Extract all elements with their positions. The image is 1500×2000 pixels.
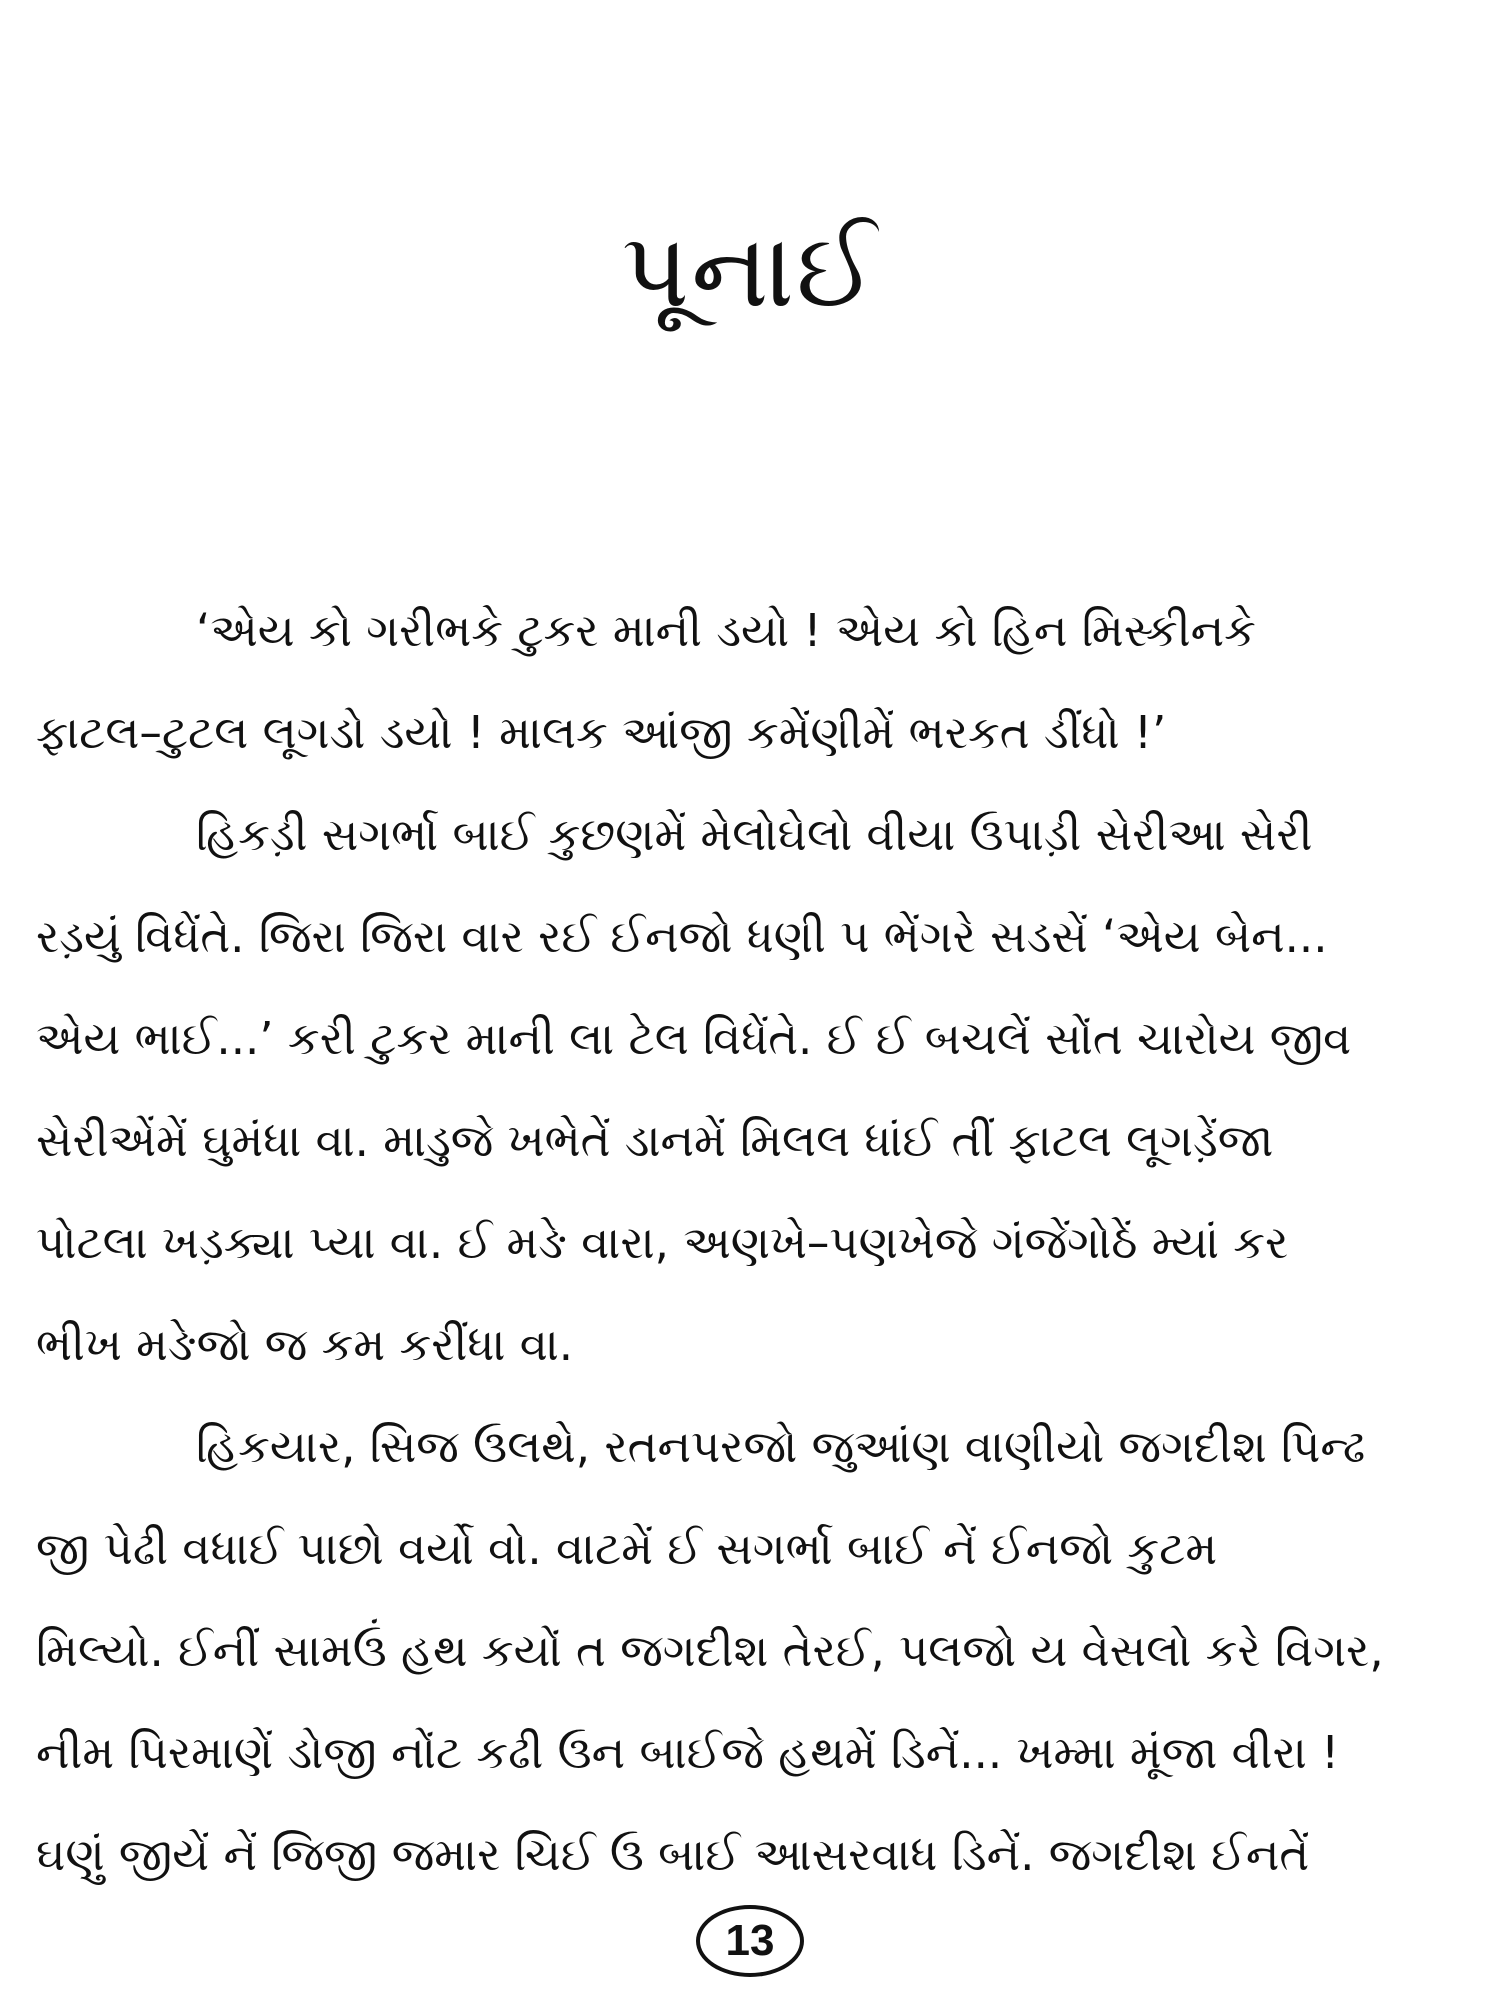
text-line: રડ઼યું વિધેંતે. જિરા જિરા વાર રઈ ઈનજો ધણી પ ભેંગરે સડસેં ‘એય બેન... [36, 910, 1328, 963]
page-number: 13 [696, 1905, 804, 1977]
page-footer [0, 1905, 1500, 1977]
text-line: એય ભાઈ...’ કરી ટુકર માની લા ટેલ વિધેંતે. ઈ ઈ બચલેં સોંત ચારોય જીવ [36, 1012, 1352, 1065]
paragraph [36, 1396, 1466, 1906]
text-line: ‘એય કો ગરીભકે ટુકર માની ડયો ! એય કો હિન મિસ્કીનકે [196, 604, 1256, 657]
text-line: હિકડ઼ી સગર્ભા બાઈ કુછણમેં મેલોઘેલો વીયા ઉપાડ઼ી સેરીઆ સેરી [196, 808, 1313, 861]
text-line: પોટલા ખડ઼ક્યા પ્યા વા. ઈ મઙે વારા, અણખે–પણખેજે ગંજેંગોઠેં મ્યાં કર [36, 1216, 1289, 1269]
text-line: ઘણું જીયેં નેં જિજી જમાર ચિઈ ઉ બાઈ આસરવાધ ડિનેં. જગદીશ ઈનતેં [36, 1828, 1310, 1881]
text-line: નીમ પિરમાણેં ડોજી નોંટ કઢી ઉન બાઈજે હથમેં ડિનેં... ખમ્મા મૂંજા વીરા ! [36, 1726, 1340, 1779]
text-line: સેરીએંમેં ઘુમંધા વા. માડુજે ખભેતેં ડાનમેં મિલલ ધાંઈ તીં ફાટલ લૂગડ઼ેંજા [36, 1114, 1274, 1167]
text-line: મિલ્યો. ઈનીં સામઉં હથ કયોં ત જગદીશ તેરઈ, પલજો ય વેસલો કરે વિગર, [36, 1624, 1384, 1677]
text-line: જી પેઢી વધાઈ પાછો વર્યો વો. વાટમેં ઈ સગર્ભા બાઈ નેં ઈનજો કુટમ [36, 1522, 1218, 1575]
paragraph [36, 580, 1466, 784]
text-line: ભીખ મઙેજો જ કમ કરીંધા વા. [36, 1318, 574, 1371]
page-title: પૂનાઈ [621, 208, 879, 331]
paragraph [36, 784, 1466, 1396]
body-text [36, 580, 1466, 1906]
text-line: ફાટલ–ટુટલ લૂગડો ડયો ! માલક આંજી કમેંણીમેં ભરકત ડીંધો !’ [36, 706, 1167, 759]
text-line: હિકયાર, સિજ ઉલથે, રતનપરજો જુઆંણ વાણીયો જગદીશ પિન્ઢ [196, 1420, 1366, 1473]
